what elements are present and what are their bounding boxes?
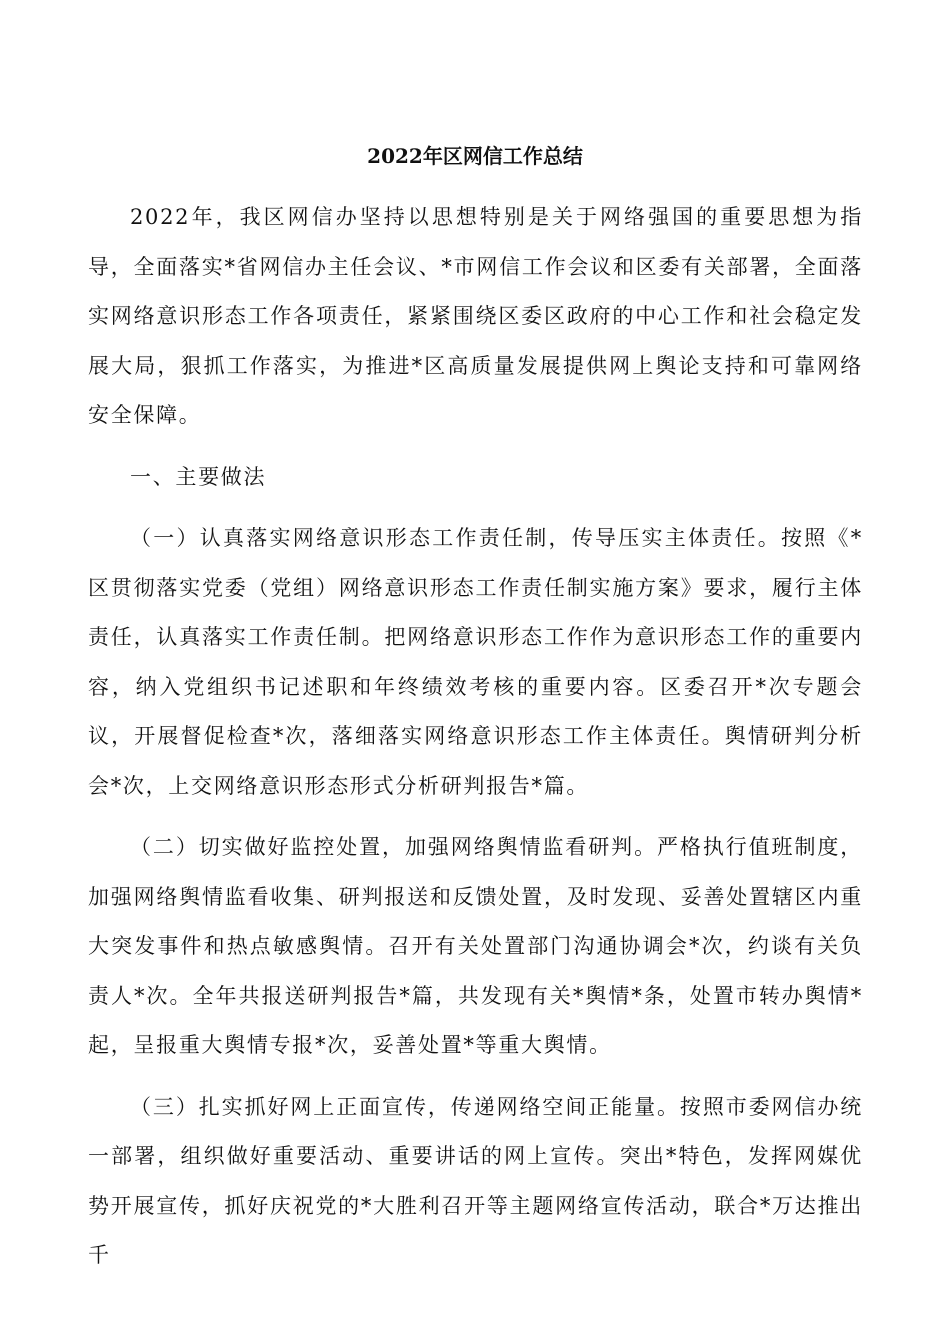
document-title: 2022年区网信工作总结	[367, 144, 583, 168]
intro-paragraph: 2022年，我区网信办坚持以思想特别是关于网络强国的重要思想为指导，全面落实*省网信办主任会议、*市网信工作会议和区委有关部署，全面落实网络意识形态工作各项责任，紧紧围绕区委区政府的中心工作和社会稳定发展大局，狠抓工作落实，为推进*区高质量发展提供网上舆论支持和可靠网络安全保障。	[88, 205, 863, 427]
paragraph-item-1: （一）认真落实网络意识形态工作责任制，传导压实主体责任。按照《*区贯彻落实党委（党组）网络意识形态工作责任制实施方案》要求，履行主体责任，认真落实工作责任制。把网络意识形态工作作为意识形态工作的重要内容，纳入党组织书记述职和年终绩效考核的重要内容。区委召开*次专题会议，开展督促检查*次，落细落实网络意识形态工作主体责任。舆情研判分析会*次，上交网络意识形态形式分析研判报告*篇。	[88, 526, 863, 798]
section-heading: 一、主要做法	[130, 464, 267, 489]
paragraph-item-2: （二）切实做好监控处置，加强网络舆情监看研判。严格执行值班制度，加强网络舆情监看收集、研判报送和反馈处置，及时发现、妥善处置辖区内重大突发事件和热点敏感舆情。召开有关处置部门沟通协调会*次，约谈有关负责人*次。全年共报送研判报告*篇，共发现有关*舆情*条，处置市转办舆情*起，呈报重大舆情专报*次，妥善处置*等重大舆情。	[88, 835, 863, 1057]
document-body	[88, 193, 863, 1281]
paragraph-item-3: （三）扎实抓好网上正面宣传，传递网络空间正能量。按照市委网信办统一部署，组织做好重要活动、重要讲话的网上宣传。突出*特色，发挥网媒优势开展宣传，抓好庆祝党的*大胜利召开等主题网络宣传活动，联合*万达推出千	[88, 1094, 863, 1267]
